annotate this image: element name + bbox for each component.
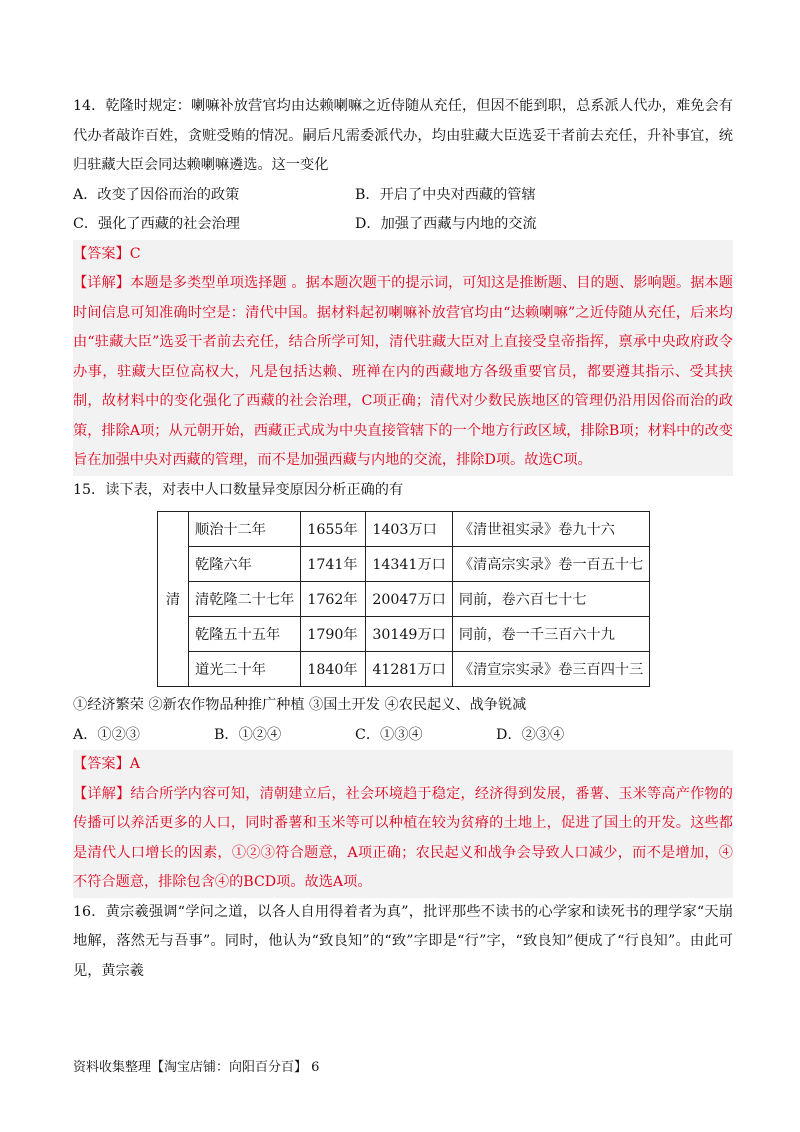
population-table bbox=[157, 511, 650, 687]
q14-stem: 14．乾隆时规定：喇嘛补放营官均由达赖喇嘛之近侍随从充任，但因不能到职，总系派人代办，难免会有代办者敲诈百姓，贪赃受贿的情况。嗣后凡需委派代办，均由驻藏大臣选妥干者前去充任，升补事宜，统归驻藏大臣会同达赖喇嘛遴选。这一变化 bbox=[73, 98, 733, 173]
q16-stem: 16．黄宗羲强调“学问之道，以各人自用得着者为真”，批评那些不读书的心学家和读死书的理学家“天崩地解，落然无与吾事”。同时，他认为“致良知”的“致”字即是“行”字，“致良知”便成了“行良知”。由此可见，黄宗羲 bbox=[73, 903, 733, 979]
q15-option-b: B．①②④ bbox=[214, 726, 282, 743]
population-cell: 30149万口 bbox=[366, 617, 453, 652]
q15-option-a: A．①②③ bbox=[73, 726, 140, 743]
q14-options-row-1 bbox=[73, 181, 733, 211]
ad-year-cell: 1840年 bbox=[301, 652, 366, 687]
source-cell: 《清宣宗实录》卷三百四十三 bbox=[452, 652, 649, 687]
dynasty-cell: 清 bbox=[158, 512, 189, 687]
q14-option-c: C．强化了西藏的社会治理 bbox=[73, 216, 240, 232]
q14-answer: 【答案】C bbox=[73, 240, 733, 270]
source-cell: 《清高宗实录》卷一百五十七 bbox=[452, 547, 649, 582]
ad-year-cell: 1762年 bbox=[301, 582, 366, 617]
source-cell: 《清世祖实录》卷九十六 bbox=[452, 512, 649, 547]
q14-options-row-2 bbox=[73, 210, 733, 240]
q14-option-a: A．改变了因俗而治的政策 bbox=[73, 186, 240, 203]
q15-option-c: C．①③④ bbox=[355, 726, 423, 743]
reign-year-cell: 道光二十年 bbox=[189, 652, 301, 687]
q15-option-d: D．②③④ bbox=[496, 726, 565, 743]
q15-options bbox=[73, 721, 733, 751]
source-cell: 同前，卷一千三百六十九 bbox=[452, 617, 649, 652]
page-footer: 资料收集整理【淘宝店铺：向阳百分百】 6 bbox=[73, 1060, 320, 1075]
page-content bbox=[73, 92, 733, 986]
table-row bbox=[158, 652, 650, 687]
table-row bbox=[158, 617, 650, 652]
population-cell: 41281万口 bbox=[366, 652, 453, 687]
q15-factors: ①经济繁荣 ②新农作物品种推广种植 ③国土开发 ④农民起义、战争锐减 bbox=[73, 697, 527, 713]
population-cell: 14341万口 bbox=[366, 547, 453, 582]
ad-year-cell: 1790年 bbox=[301, 617, 366, 652]
q14-option-d: D．加强了西藏与内地的交流 bbox=[355, 216, 537, 232]
q15-stem: 15．读下表，对表中人口数量异变原因分析正确的有 bbox=[73, 481, 404, 498]
source-cell: 同前，卷六百七十七 bbox=[452, 582, 649, 617]
reign-year-cell: 乾隆五十五年 bbox=[189, 617, 301, 652]
q15-answer: 【答案】A bbox=[73, 750, 733, 780]
table-row bbox=[158, 582, 650, 617]
q14-detail: 【详解】本题是多类型单项选择题 。据本题次题干的提示词，可知这是推断题、目的题、影响题。据本题时间信息可知准确时空是：清代中国。据材料起初喇嘛补放营官均由“达赖喇嘛”之近侍随从充任，后来均由“驻藏大臣”选妥干者前去充任，结合所学可知，清代驻藏大臣对上直接受皇帝指挥，禀承中央政府政令办事，驻藏大臣位高权大，凡是包括达赖、班禅在内的西藏地方各级重要官员，都要遵其指示、受其挟制，故材料中的变化强化了西藏的社会治理，C项正确；清代对少数民族地区的管理仍沿用因俗而治的政策，排除A项；从元朝开始，西藏正式成为中央直接管辖下的一个地方行政区域，排除B项；材料中的改变旨在加强中央对西藏的管理，而不是加强西藏与内地的交流，排除D项。故选C项。 bbox=[73, 269, 733, 476]
q15-detail: 【详解】结合所学内容可知，清朝建立后，社会环境趋于稳定，经济得到发展，番薯、玉米等高产作物的传播可以养活更多的人口，同时番薯和玉米等可以种植在较为贫瘠的土地上，促进了国土的开发。这些都是清代人口增长的因素，①②③符合题意，A项正确；农民起义和战争会导致人口减少，而不是增加，④不符合题意，排除包含④的BCD项。故选A项。 bbox=[73, 780, 733, 898]
reign-year-cell: 清乾隆二十七年 bbox=[189, 582, 301, 617]
q14-option-b: B．开启了中央对西藏的管辖 bbox=[355, 186, 536, 203]
table-row bbox=[158, 512, 650, 547]
reign-year-cell: 乾隆六年 bbox=[189, 547, 301, 582]
table-row bbox=[158, 547, 650, 582]
ad-year-cell: 1655年 bbox=[301, 512, 366, 547]
population-cell: 1403万口 bbox=[366, 512, 453, 547]
ad-year-cell: 1741年 bbox=[301, 547, 366, 582]
population-cell: 20047万口 bbox=[366, 582, 453, 617]
reign-year-cell: 顺治十二年 bbox=[189, 512, 301, 547]
